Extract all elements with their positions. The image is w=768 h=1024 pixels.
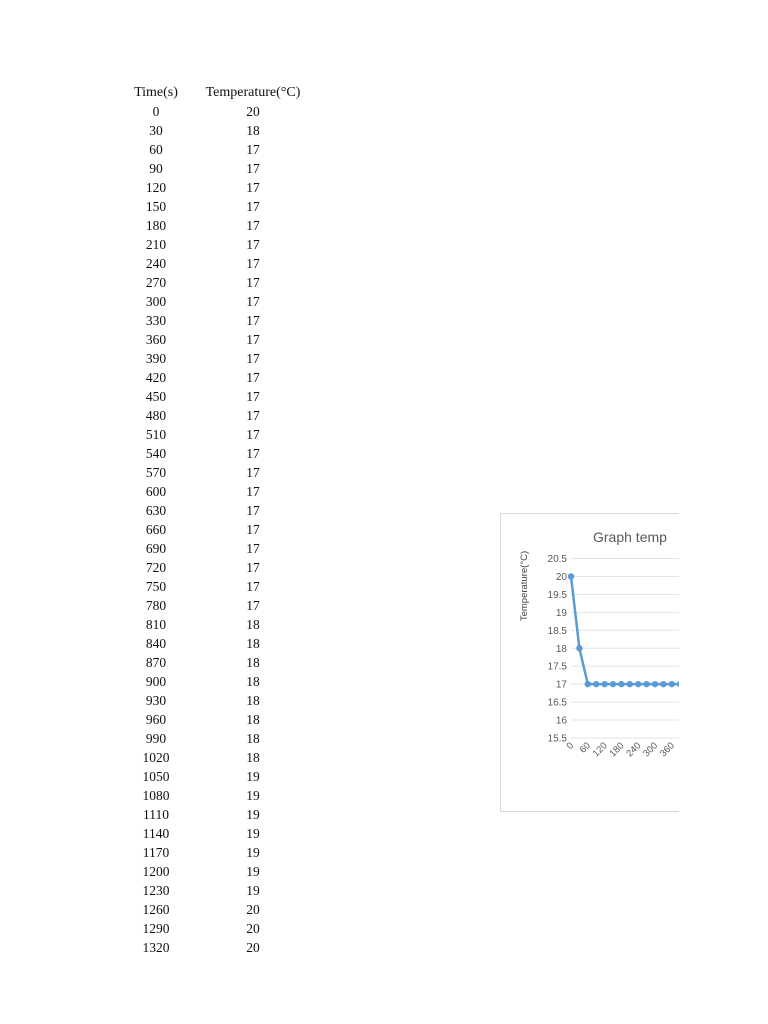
y-tick-label: 16 xyxy=(555,715,567,727)
time-cell: 750 xyxy=(145,579,167,594)
x-tick-label: 360 xyxy=(657,740,677,760)
y-tick-label: 18.5 xyxy=(547,625,567,637)
time-cell: 900 xyxy=(145,674,167,689)
temperature-cell: 18 xyxy=(246,750,260,765)
table-row xyxy=(128,615,318,634)
table-row xyxy=(128,805,318,824)
time-cell: 540 xyxy=(145,446,167,461)
temperature-cell: 19 xyxy=(246,826,260,841)
data-point xyxy=(610,681,616,687)
table-row xyxy=(128,159,318,178)
data-point xyxy=(643,681,649,687)
data-point xyxy=(593,681,599,687)
temperature-cell: 20 xyxy=(246,921,260,936)
time-cell: 1320 xyxy=(142,940,170,955)
chart-panel[interactable] xyxy=(500,513,679,812)
time-cell: 150 xyxy=(145,199,167,214)
temperature-cell: 17 xyxy=(246,313,260,328)
table-row xyxy=(128,824,318,843)
y-tick-label: 17 xyxy=(555,679,567,691)
time-cell: 1230 xyxy=(142,883,170,898)
y-tick-label: 17.5 xyxy=(547,661,567,673)
y-tick-label: 19 xyxy=(555,607,567,619)
table-row xyxy=(128,558,318,577)
table-row xyxy=(128,634,318,653)
temperature-cell: 17 xyxy=(246,598,260,613)
temperature-cell: 18 xyxy=(246,636,260,651)
temperature-header: Temperature(°C) xyxy=(205,85,301,100)
time-cell: 180 xyxy=(145,218,167,233)
x-tick-label: 120 xyxy=(590,740,610,760)
table-row xyxy=(128,406,318,425)
temperature-cell: 20 xyxy=(246,902,260,917)
temperature-cell: 17 xyxy=(246,408,260,423)
temperature-cell: 17 xyxy=(246,522,260,537)
time-cell: 660 xyxy=(145,522,167,537)
temperature-cell: 19 xyxy=(246,845,260,860)
temperature-cell: 19 xyxy=(246,864,260,879)
time-cell: 600 xyxy=(145,484,167,499)
table-row xyxy=(128,539,318,558)
y-tick-label: 16.5 xyxy=(547,697,567,709)
table-row xyxy=(128,387,318,406)
time-cell: 1080 xyxy=(142,788,170,803)
chart-title: Graph temp xyxy=(593,529,667,545)
x-tick-label: 240 xyxy=(624,740,644,760)
table-row xyxy=(128,691,318,710)
time-cell: 330 xyxy=(145,313,167,328)
time-cell: 720 xyxy=(145,560,167,575)
y-tick-label: 19.5 xyxy=(547,589,567,601)
temperature-chart xyxy=(501,514,679,811)
y-tick-label: 20 xyxy=(555,571,567,583)
table-row xyxy=(128,900,318,919)
time-cell: 1020 xyxy=(142,750,170,765)
table-row xyxy=(128,748,318,767)
temperature-cell: 17 xyxy=(246,465,260,480)
table-row xyxy=(128,349,318,368)
time-cell: 840 xyxy=(145,636,167,651)
temperature-cell: 18 xyxy=(246,712,260,727)
y-axis-label: Temperature(°C) xyxy=(519,550,530,622)
temperature-cell: 17 xyxy=(246,541,260,556)
time-cell: 630 xyxy=(145,503,167,518)
table-row xyxy=(128,843,318,862)
time-cell: 60 xyxy=(149,142,163,157)
x-tick-label: 180 xyxy=(607,740,627,760)
temperature-cell: 17 xyxy=(246,370,260,385)
temperature-cell: 19 xyxy=(246,788,260,803)
time-cell: 780 xyxy=(145,598,167,613)
table-row xyxy=(128,881,318,900)
temperature-cell: 17 xyxy=(246,579,260,594)
time-cell: 480 xyxy=(145,408,167,423)
temperature-cell: 18 xyxy=(246,655,260,670)
time-cell: 1140 xyxy=(142,826,170,841)
time-cell: 360 xyxy=(145,332,167,347)
time-cell: 420 xyxy=(145,370,167,385)
table-row xyxy=(128,121,318,140)
table-row xyxy=(128,938,318,957)
time-cell: 1200 xyxy=(142,864,170,879)
time-cell: 30 xyxy=(149,123,163,138)
time-cell: 510 xyxy=(145,427,167,442)
time-cell: 240 xyxy=(145,256,167,271)
temperature-cell: 17 xyxy=(246,180,260,195)
time-cell: 0 xyxy=(152,104,160,119)
time-cell: 930 xyxy=(145,693,167,708)
table-row xyxy=(128,235,318,254)
temperature-cell: 17 xyxy=(246,275,260,290)
table-header-row xyxy=(128,83,318,102)
table-row xyxy=(128,919,318,938)
time-cell: 210 xyxy=(145,237,167,252)
data-point xyxy=(669,681,675,687)
y-tick-label: 15.5 xyxy=(547,733,567,745)
temperature-cell: 18 xyxy=(246,617,260,632)
temperature-cell: 19 xyxy=(246,807,260,822)
table-row xyxy=(128,596,318,615)
table-row xyxy=(128,292,318,311)
x-tick-label: 300 xyxy=(641,740,661,760)
temperature-cell: 19 xyxy=(246,883,260,898)
table-row xyxy=(128,786,318,805)
time-cell: 870 xyxy=(145,655,167,670)
temperature-cell: 17 xyxy=(246,503,260,518)
table-row xyxy=(128,254,318,273)
time-cell: 270 xyxy=(145,275,167,290)
table-row xyxy=(128,425,318,444)
table-row xyxy=(128,311,318,330)
time-cell: 90 xyxy=(149,161,163,176)
temperature-cell: 18 xyxy=(246,123,260,138)
table-row xyxy=(128,463,318,482)
table-row xyxy=(128,102,318,121)
time-cell: 1260 xyxy=(142,902,170,917)
y-tick-label: 18 xyxy=(555,643,567,655)
data-table xyxy=(128,83,318,957)
data-point xyxy=(568,573,574,579)
table-row xyxy=(128,273,318,292)
temperature-cell: 17 xyxy=(246,142,260,157)
temperature-cell: 17 xyxy=(246,484,260,499)
time-cell: 1290 xyxy=(142,921,170,936)
table-row xyxy=(128,197,318,216)
temperature-cell: 17 xyxy=(246,427,260,442)
table-body xyxy=(128,102,318,957)
time-cell: 810 xyxy=(145,617,167,632)
time-cell: 1170 xyxy=(142,845,170,860)
time-cell: 1110 xyxy=(143,807,169,822)
table-row xyxy=(128,577,318,596)
table-row xyxy=(128,216,318,235)
temperature-cell: 17 xyxy=(246,199,260,214)
temperature-cell: 17 xyxy=(246,256,260,271)
time-cell: 450 xyxy=(145,389,167,404)
temperature-cell: 17 xyxy=(246,218,260,233)
data-point xyxy=(677,681,679,687)
time-cell: 300 xyxy=(145,294,167,309)
time-cell: 570 xyxy=(145,465,167,480)
temperature-cell: 17 xyxy=(246,332,260,347)
time-cell: 990 xyxy=(145,731,167,746)
time-cell: 690 xyxy=(145,541,167,556)
table-row xyxy=(128,368,318,387)
data-point xyxy=(618,681,624,687)
time-cell: 1050 xyxy=(142,769,170,784)
data-point xyxy=(652,681,658,687)
data-point xyxy=(627,681,633,687)
table-row xyxy=(128,767,318,786)
data-point xyxy=(601,681,607,687)
temperature-cell: 17 xyxy=(246,560,260,575)
table-row xyxy=(128,862,318,881)
x-tick-label: 60 xyxy=(577,740,593,756)
table-row xyxy=(128,482,318,501)
table-row xyxy=(128,710,318,729)
table-row xyxy=(128,520,318,539)
table-row xyxy=(128,444,318,463)
temperature-cell: 17 xyxy=(246,446,260,461)
time-cell: 390 xyxy=(145,351,167,366)
temperature-cell: 17 xyxy=(246,351,260,366)
table-row xyxy=(128,501,318,520)
temperature-cell: 18 xyxy=(246,731,260,746)
temperature-cell: 17 xyxy=(246,294,260,309)
table-row xyxy=(128,729,318,748)
temperature-cell: 20 xyxy=(246,940,260,955)
time-cell: 120 xyxy=(145,180,167,195)
table-row xyxy=(128,672,318,691)
y-tick-label: 20.5 xyxy=(547,554,567,565)
table-row xyxy=(128,330,318,349)
time-cell: 960 xyxy=(145,712,167,727)
table-row xyxy=(128,140,318,159)
temperature-cell: 19 xyxy=(246,769,260,784)
data-point xyxy=(660,681,666,687)
table-row xyxy=(128,178,318,197)
temperature-cell: 18 xyxy=(246,674,260,689)
temperature-cell: 18 xyxy=(246,693,260,708)
data-point xyxy=(585,681,591,687)
temperature-cell: 20 xyxy=(246,104,260,119)
time-header: Time(s) xyxy=(134,85,178,100)
data-point xyxy=(576,645,582,651)
data-point xyxy=(635,681,641,687)
x-tick-label: 0 xyxy=(564,740,577,752)
temperature-cell: 17 xyxy=(246,389,260,404)
table-row xyxy=(128,653,318,672)
temperature-cell: 17 xyxy=(246,161,260,176)
temperature-cell: 17 xyxy=(246,237,260,252)
